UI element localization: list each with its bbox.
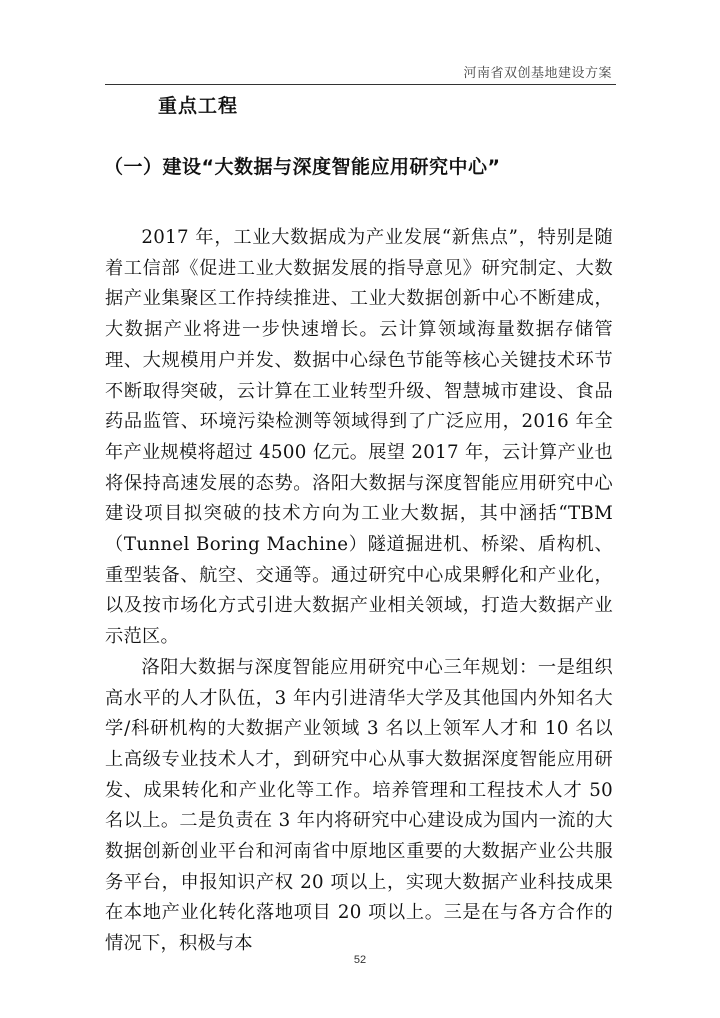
page-number: 52 — [353, 954, 367, 966]
body-text — [105, 223, 613, 960]
subsection-title: （一）建设“大数据与深度智能应用研究中心” — [104, 156, 501, 178]
paragraph-2: 洛阳大数据与深度智能应用研究中心三年规划：一是组织高水平的人才队伍，3 年内引进清华大学及其他国内外知名大学/科研机构的大数据产业领域 3 名以上领军人才和 10 名以上高级专业技术人才，到研究中心从事大数据深度智能应用研发、成果转化和产业化等工作。培养管理和工程技术人才 50 名以上。二是负责在 3 年内将研究中心建设成为国内一流的大数据创新创业平台和河南省中原地区重要的大数据产业公共服务平台，申报知识产权 20 项以上，实现大数据产业科技成果在本地产业化转化落地项目 20 项以上。三是在与各方合作的情况下，积极与本 — [105, 656, 613, 955]
section-title: 重点工程 — [158, 95, 239, 117]
running-header: 河南省双创基地建设方案 — [463, 66, 612, 81]
header-divider — [105, 84, 616, 85]
paragraph-1: 2017 年，工业大数据成为产业发展“新焦点”，特别是随着工信部《促进工业大数据发展的指导意见》研究制定、大数据产业集聚区工作持续推进、工业大数据创新中心不断建成，大数据产业将进一步快速增长。云计算领域海量数据存储管理、大规模用户并发、数据中心绿色节能等核心关键技术环节不断取得突破，云计算在工业转型升级、智慧城市建设、食品药品监管、环境污染检测等领域得到了广泛应用，2016 年全年产业规模将超过 4500 亿元。展望 2017 年，云计算产业也将保持高速发展的态势。洛阳大数据与深度智能应用研究中心建设项目拟突破的技术方向为工业大数据，其中涵括“TBM（Tunnel Boring Machine）隧道掘进机、桥梁、盾构机、重型装备、航空、交通等。通过研究中心成果孵化和产业化，以及按市场化方式引进大数据产业相关领域，打造大数据产业示范区。 — [105, 227, 613, 648]
